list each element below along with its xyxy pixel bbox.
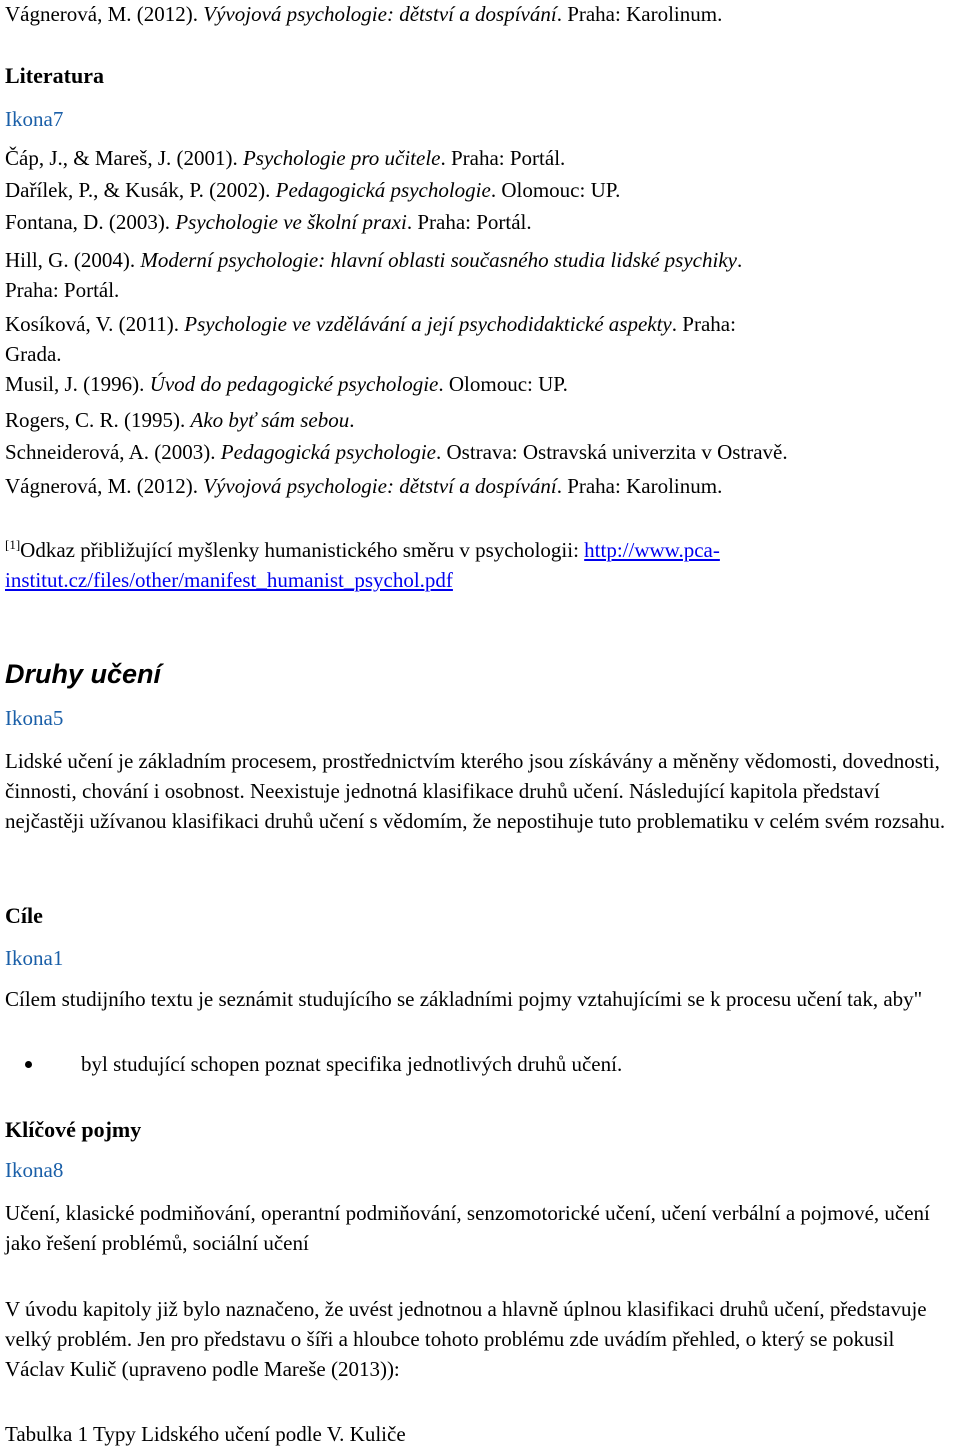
ref-author: Schneiderová, A. (2003).	[5, 440, 221, 464]
reference-cap	[5, 144, 955, 172]
ref-title: Úvod do pedagogické psychologie	[149, 372, 439, 396]
reference-schneiderova	[5, 438, 955, 466]
ref-author: Musil, J. (1996).	[5, 372, 150, 396]
footnote-link[interactable]: http://www.pca-	[584, 538, 720, 562]
ref-title: Moderní psychologie: hlavní oblasti současného studia lidské psychiky	[140, 248, 737, 272]
ref-publisher: .	[349, 408, 355, 432]
reference-rogers	[5, 406, 955, 434]
reference-hill	[5, 246, 955, 274]
reference-musil	[5, 370, 955, 398]
footnote-cont	[5, 566, 955, 594]
table-caption: Tabulka 1 Typy Lidského učení podle V. Kuliče	[5, 1422, 406, 1446]
ref-publisher: .	[736, 248, 743, 272]
footnote	[5, 536, 955, 564]
ref-title: Vývojová psychologie: dětství a dospívání	[203, 474, 557, 498]
reference-hill-cont: Praha: Portál.	[5, 278, 120, 302]
cile-heading: Cíle	[5, 903, 43, 928]
ref-publisher: . Olomouc: UP.	[438, 372, 568, 396]
ikona8-label: Ikona8	[5, 1158, 64, 1182]
ikona1-label: Ikona1	[5, 946, 64, 970]
ref-author: Vágnerová, M. (2012).	[5, 2, 204, 26]
ref-title: Pedagogická psychologie	[275, 178, 491, 202]
ref-author: Dařílek, P., & Kusák, P. (2002).	[5, 178, 276, 202]
klicove-pojmy-heading: Klíčové pojmy	[5, 1117, 142, 1142]
reference-vagnerova	[5, 472, 955, 500]
ref-title: Ako byť sám sebou	[190, 408, 350, 432]
literatura-heading: Literatura	[5, 63, 104, 88]
ref-publisher: . Praha: Karolinum.	[556, 2, 723, 26]
ref-publisher: . Ostrava: Ostravská univerzita v Ostravě.	[435, 440, 788, 464]
ref-title: Pedagogická psychologie	[220, 440, 436, 464]
bullet-dot-icon	[25, 1061, 32, 1068]
ref-publisher: . Praha:	[671, 312, 736, 336]
footnote-marker[interactable]: [1]	[5, 537, 21, 552]
druhy-uceni-heading: Druhy učení	[5, 659, 162, 689]
ikona5-label: Ikona5	[5, 706, 64, 730]
ref-author: Rogers, C. R. (1995).	[5, 408, 191, 432]
cile-bullet-text: byl studující schopen poznat specifika jednotlivých druhů učení.	[81, 1052, 623, 1076]
reference-kosikova	[5, 310, 955, 338]
ref-author: Čáp, J., & Mareš, J. (2001).	[5, 146, 243, 170]
intro-paragraph: V úvodu kapitoly již bylo naznačeno, že uvést jednotnou a hlavně úplnou klasifikaci druhů učení, představuje velký problém. Jen pro představu o šíři a hloubce tohoto problému zde uvádím přehled, o který se pokusil Václav Kulič (upraveno podle Mareše (2013)):	[5, 1297, 927, 1381]
ref-author: Vágnerová, M. (2012).	[5, 474, 204, 498]
ref-title: Psychologie ve školní praxi	[175, 210, 407, 234]
klicove-paragraph: Učení, klasické podmiňování, operantní podmiňování, senzomotorické učení, učení verbální a pojmové, učení jako řešení problémů, sociální učení	[5, 1201, 930, 1255]
ref-publisher: . Praha: Portál.	[440, 146, 566, 170]
ref-title: Psychologie pro učitele	[242, 146, 441, 170]
reference-fontana	[5, 208, 955, 236]
cile-paragraph: Cílem studijního textu je seznámit studujícího se základními pojmy vztahujícími se k procesu učení tak, aby"	[5, 987, 923, 1011]
footnote-link-cont[interactable]: institut.cz/files/other/manifest_humanist_psychol.pdf	[5, 568, 453, 592]
ref-publisher: . Praha: Karolinum.	[556, 474, 723, 498]
ref-author: Fontana, D. (2003).	[5, 210, 176, 234]
ref-author: Kosíková, V. (2011).	[5, 312, 185, 336]
druhy-paragraph: Lidské učení je základním procesem, prostřednictvím kterého jsou získávány a měněny vědomosti, dovednosti, činnosti, chování i osobnost. Neexistuje jednotná klasifikace druhů učení. Následující kapitola představí nejčastěji užívanou klasifikaci druhů učení s vědomím, že nepostihuje tuto problematiku v celém svém rozsahu.	[5, 749, 946, 833]
ikona7-label: Ikona7	[5, 107, 64, 131]
reference-darilek	[5, 176, 955, 204]
top-reference	[5, 0, 955, 28]
ref-publisher: . Praha: Portál.	[406, 210, 532, 234]
ref-title: Vývojová psychologie: dětství a dospívání	[203, 2, 557, 26]
reference-kosikova-cont: Grada.	[5, 342, 62, 366]
ref-author: Hill, G. (2004).	[5, 248, 141, 272]
ref-title: Psychologie ve vzdělávání a její psychodidaktické aspekty	[184, 312, 672, 336]
footnote-text: Odkaz přibližující myšlenky humanistického směru v psychologii:	[20, 538, 585, 562]
ref-publisher: . Olomouc: UP.	[490, 178, 621, 202]
